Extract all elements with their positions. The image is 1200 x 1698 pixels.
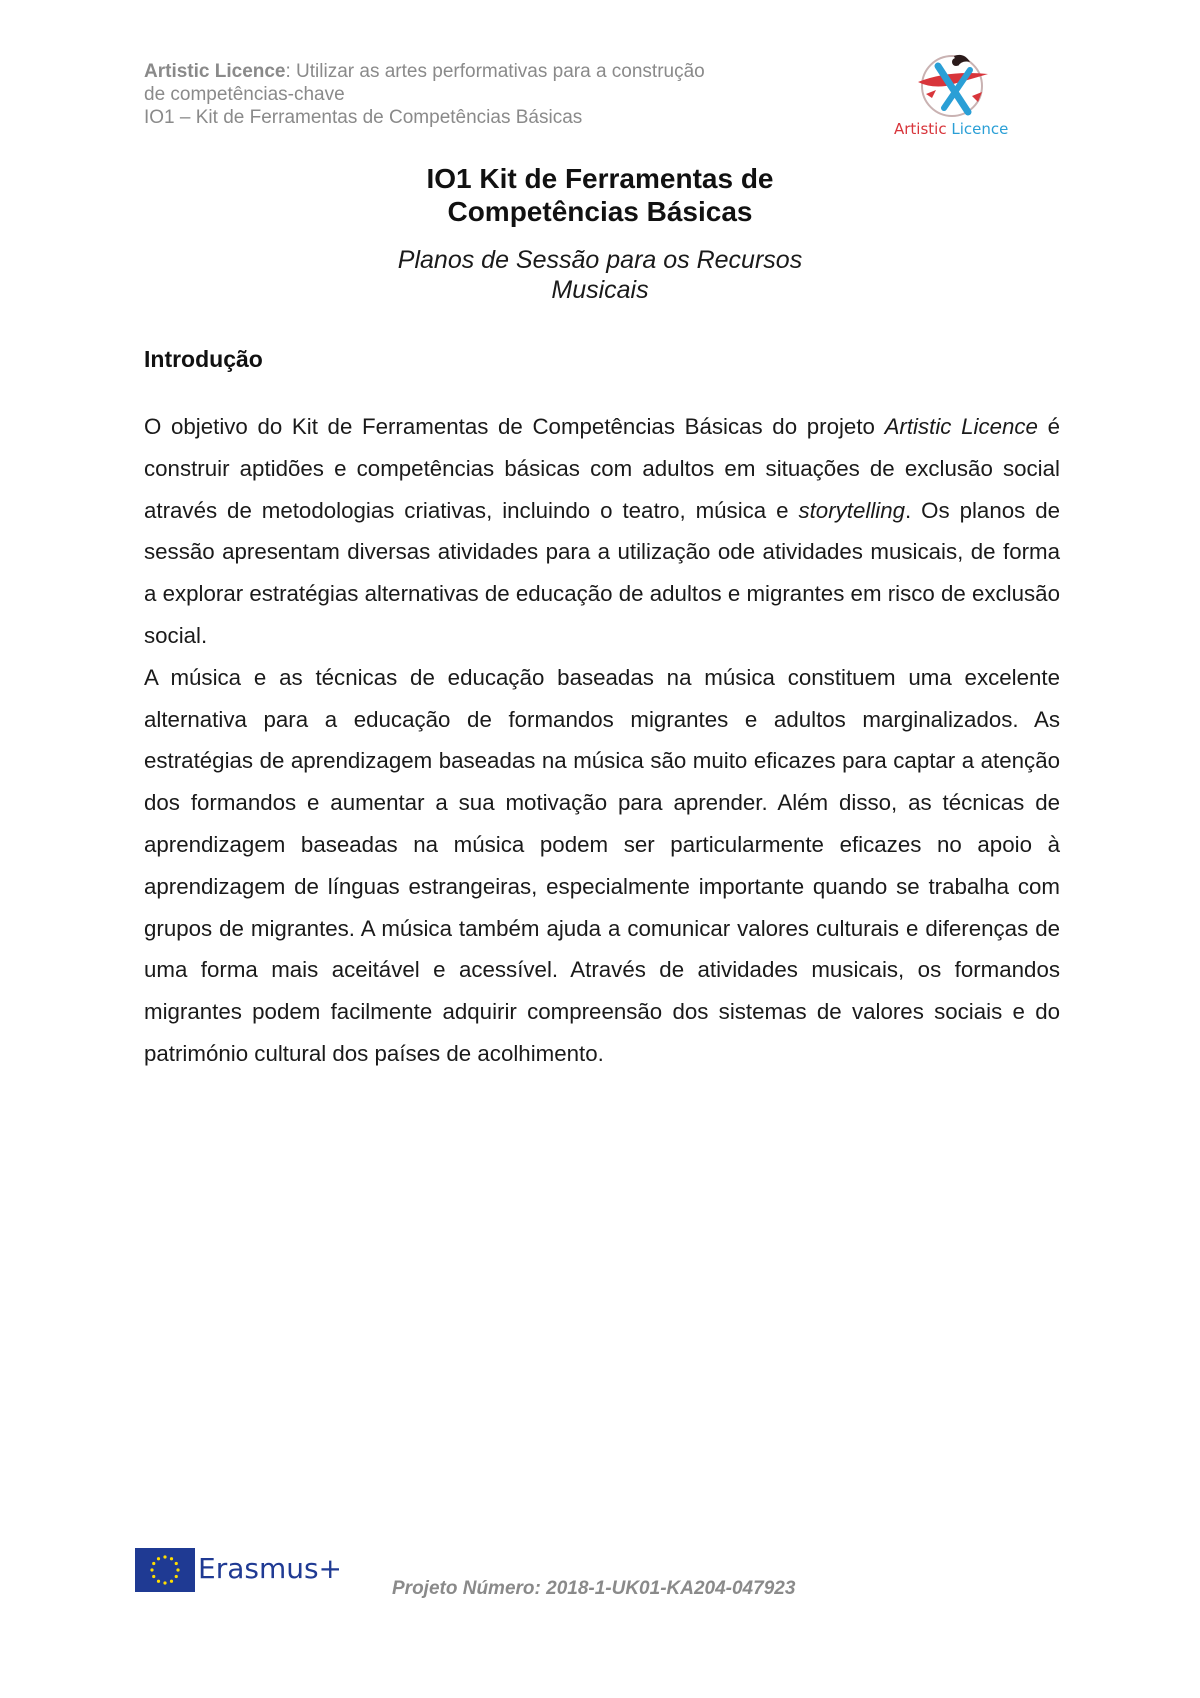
document-title bbox=[200, 162, 1000, 228]
running-header bbox=[144, 60, 784, 129]
paragraph-1-italic-storytelling: storytelling bbox=[798, 497, 906, 523]
subtitle-line-2: Musicais bbox=[551, 276, 649, 304]
header-line-1 bbox=[144, 60, 784, 83]
document-subtitle bbox=[200, 245, 1000, 305]
eu-star bbox=[163, 1581, 166, 1584]
eu-star bbox=[176, 1568, 179, 1571]
erasmus-plus-logo-text: Erasmus+ bbox=[198, 1552, 343, 1585]
project-number: Projeto Número: 2018-1-UK01-KA204-047923 bbox=[392, 1578, 796, 1599]
subtitle-line-1: Planos de Sessão para os Recursos bbox=[397, 246, 803, 274]
eu-star bbox=[157, 1557, 160, 1560]
paragraph-1-part-2: é construir aptidões e competências básicas com adultos em situações de exclusão social através de metodologias criativas, incluindo o teatro, música e bbox=[144, 414, 1060, 523]
paragraph-1-italic-artistic-licence: Artistic Licence bbox=[884, 414, 1038, 439]
paragraph-2: A música e as técnicas de educação baseadas na música constituem uma excelente alternativa para a educação de formandos migrantes e adultos marginalizados. As estratégias de aprendizagem baseadas na música são muito eficazes para captar a atenção dos formandos e aumentar a sua motivação para aprender. Além disso, as técnicas de aprendizagem baseadas na música podem ser particularmente eficazes no apoio à aprendizagem de línguas estrangeiras, especialmente importante quando se trabalha com grupos de migrantes. A música também ajuda a comunicar valores culturais e diferenças de uma forma mais aceitável e acessível. Através de atividades musicais, os formandos migrantes podem facilmente adquirir compreensão dos sistemas de valores sociais e do património cultural dos países de acolhimento. bbox=[144, 664, 1060, 1066]
eu-star bbox=[152, 1575, 155, 1578]
eu-star bbox=[175, 1562, 178, 1565]
eu-star bbox=[170, 1580, 173, 1583]
header-brand: Artistic Licence bbox=[144, 61, 286, 82]
eu-flag-icon bbox=[135, 1548, 195, 1592]
paragraph-1-part-3: . Os planos de sessão apresentam diversas atividades para a utilização ode atividades musicais, de forma a explorar estratégias alternativas de educação de adultos e migrantes em risco de exclusão social. bbox=[144, 497, 1061, 648]
eu-star bbox=[152, 1562, 155, 1565]
eu-star bbox=[175, 1575, 178, 1578]
eu-star bbox=[157, 1580, 160, 1583]
header-line-3: IO1 – Kit de Ferramentas de Competências Básicas bbox=[144, 107, 583, 128]
logo-word-licence: Licence bbox=[951, 120, 1009, 138]
eu-star bbox=[170, 1557, 173, 1560]
artistic-licence-logo bbox=[888, 48, 1028, 144]
logo-wordmark bbox=[894, 120, 1008, 138]
header-line-1-rest: : Utilizar as artes performativas para a construção bbox=[285, 61, 705, 82]
paragraph-1 bbox=[144, 406, 1060, 657]
eu-star bbox=[163, 1555, 166, 1558]
eu-star bbox=[150, 1568, 153, 1571]
artistic-licence-logo-icon bbox=[888, 48, 1028, 120]
body-text bbox=[144, 406, 1060, 1075]
title-line-1: IO1 Kit de Ferramentas de bbox=[426, 163, 774, 194]
section-heading-introducao: Introdução bbox=[144, 346, 263, 372]
title-line-2: Competências Básicas bbox=[447, 196, 753, 227]
logo-word-artistic: Artistic bbox=[894, 120, 947, 138]
header-line-2: de competências-chave bbox=[144, 84, 345, 105]
paragraph-1-part-1: O objetivo do Kit de Ferramentas de Competências Básicas do projeto bbox=[144, 414, 885, 439]
